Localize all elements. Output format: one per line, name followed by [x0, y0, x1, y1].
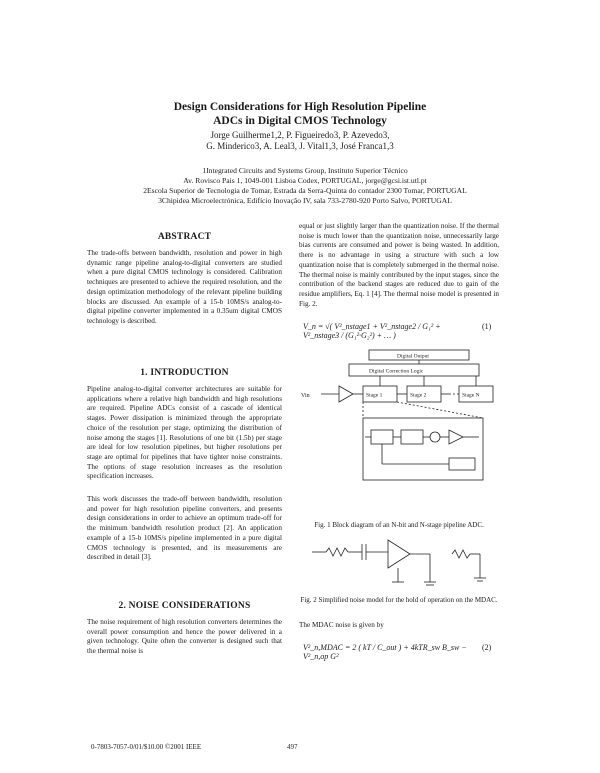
abstract-text: The trade-offs between bandwidth, resolution and power in high dynamic range pipeline analog-to-digital converters are studied when a pure digital CMOS technology is considered. Calibration techniques are presented to achieve the required resolution, and the design optimization methodology of the relevant pipeline building blocks are discussed. An example of a 15-b 10MS/s analog-to-digital pipeline converter implemented in a 0.35um digital CMOS technology is described.	[87, 249, 282, 325]
title-line-1: Design Considerations for High Resolution Pipeline	[173, 101, 427, 113]
affiliation-1-address: Av. Rovisco Pais 1, 1049-001 Lisboa Codex, PORTUGAL, jorge@gcsi.ist.utl.pt	[183, 176, 427, 185]
introduction-paragraph-2: This work discusses the trade-off between bandwidth, resolution and power for high resolution pipeline converters, and presents design considerations in order to achieve an optimum trade-off for the minimum bandwidth resolution product [2]. An application example of a 15-b 10MS/s pipeline implemented in a pure digital CMOS technology is presented, and its measurements are described in detail [3].	[87, 495, 282, 562]
correction-logic-label: Digital Correction Logic	[369, 368, 424, 375]
right-column-text: equal or just slightly larger than the quantization noise. If the thermal noise is much lower than the quantization noise, unnecessarily large bias currents are consumed and power is being wasted. In addition, there is no advantage in using a structure with such a low quantization noise that is completely submerged in the thermal noise. The thermal noise is mainly contributed by the input stages, since the contribution of the backend stages are reduced due to gain of the residue amplifiers, Eq. 1 [4]. The thermal noise model is presented in Fig. 2.	[299, 222, 499, 308]
noise-model-schematic	[302, 532, 498, 594]
stage-n-label: Stage N	[462, 392, 480, 399]
equation-2-number: (2)	[482, 643, 492, 652]
title-line-2: ADCs in Digital CMOS Technology	[213, 115, 387, 127]
equation-1: V_n = √( V²_nstage1 + V²_nstage2 / G₁² + V²_nstage3 / (G₁²·G₂²) + … )	[303, 322, 441, 340]
mdac-noise-text: The MDAC noise is given by	[299, 621, 384, 629]
stage-2-label: Stage 2	[410, 392, 427, 399]
detail-adc-block	[371, 430, 393, 444]
figure-2-caption: Fig. 2 Simplified noise model for the hold of operation on the MDAC.	[300, 596, 498, 604]
switch-resistor	[326, 548, 348, 556]
authors-line-1: Jorge Guilherme1,2, P. Figueiredo3, P. Azevedo3,	[210, 130, 390, 140]
detail-dac-block	[401, 430, 423, 444]
copyright-notice: 0-7803-7057-0/01/$10.00 ©2001 IEEE	[91, 743, 202, 751]
introduction-paragraph-1: Pipeline analog-to-digital converter architectures are suitable for applications where a relative high bandwidth and high resolutions are required. Pipeline ADCs consist of a cascade of identical stages. Power dissipation is minimized through the appropriate choice of the resolution per stage, optimizing the distribution of noise among the stages [1]. Resolutions of one bit (1.5b) per stage are ideal for low resolution pipelines, but higher resolutions per stage are optimal for pipelines that have tighter noise constraints. The options of stage resolution increases as the resolution specification increases.	[87, 385, 282, 481]
vin-label: Vin	[301, 393, 310, 399]
pipeline-block-diagram	[299, 348, 499, 520]
author-list	[90, 130, 510, 152]
affiliation-1: 1Integrated Circuits and Systems Group, Instituto Superior Técnico	[202, 166, 408, 175]
equation-1-number: (1)	[482, 322, 492, 331]
paper-title	[100, 100, 500, 128]
detail-summing-node	[430, 432, 440, 442]
noise-text: The noise requirement of high resolution converters determines the overall power consumption and hence the power delivered in a given technology. Quite often the converter is designed such that the thermal noise is	[87, 618, 282, 656]
opamp-triangle	[388, 540, 410, 568]
affiliations	[95, 166, 515, 206]
stage-detail-box	[363, 418, 483, 480]
sample-hold-triangle	[339, 386, 353, 402]
noise-heading: 2. NOISE CONSIDERATIONS	[118, 601, 251, 611]
authors-line-2: G. Minderico3, A. Leal3, J. Vital1,3, José Franca1,3	[206, 141, 394, 151]
detail-gain-amplifier	[449, 430, 463, 444]
equation-2: V²_n,MDAC = 2 ( kT / C_out ) + 4kTR_sw B_sw − V²_n,op G²	[303, 643, 467, 661]
digital-output-label: Digital Output	[397, 353, 429, 360]
figure-1-caption: Fig. 1 Block diagram of an N-bit and N-stage pipeline ADC.	[314, 521, 484, 529]
stage-1-label: Stage 1	[366, 392, 383, 399]
page-number: 497	[287, 743, 298, 751]
introduction-heading: 1. INTRODUCTION	[140, 368, 229, 378]
affiliation-3: 3Chipidea Microelectrónica, Edifício Inovação IV, sala 733-2780-920 Porto Salvo, PORTUGAL	[158, 196, 452, 205]
abstract-heading: ABSTRACT	[157, 232, 212, 242]
affiliation-2: 2Escola Superior de Tecnologia de Tomar, Estrada da Serra-Quinta do contador 2300 Tomar, PORTUGAL	[143, 186, 467, 195]
